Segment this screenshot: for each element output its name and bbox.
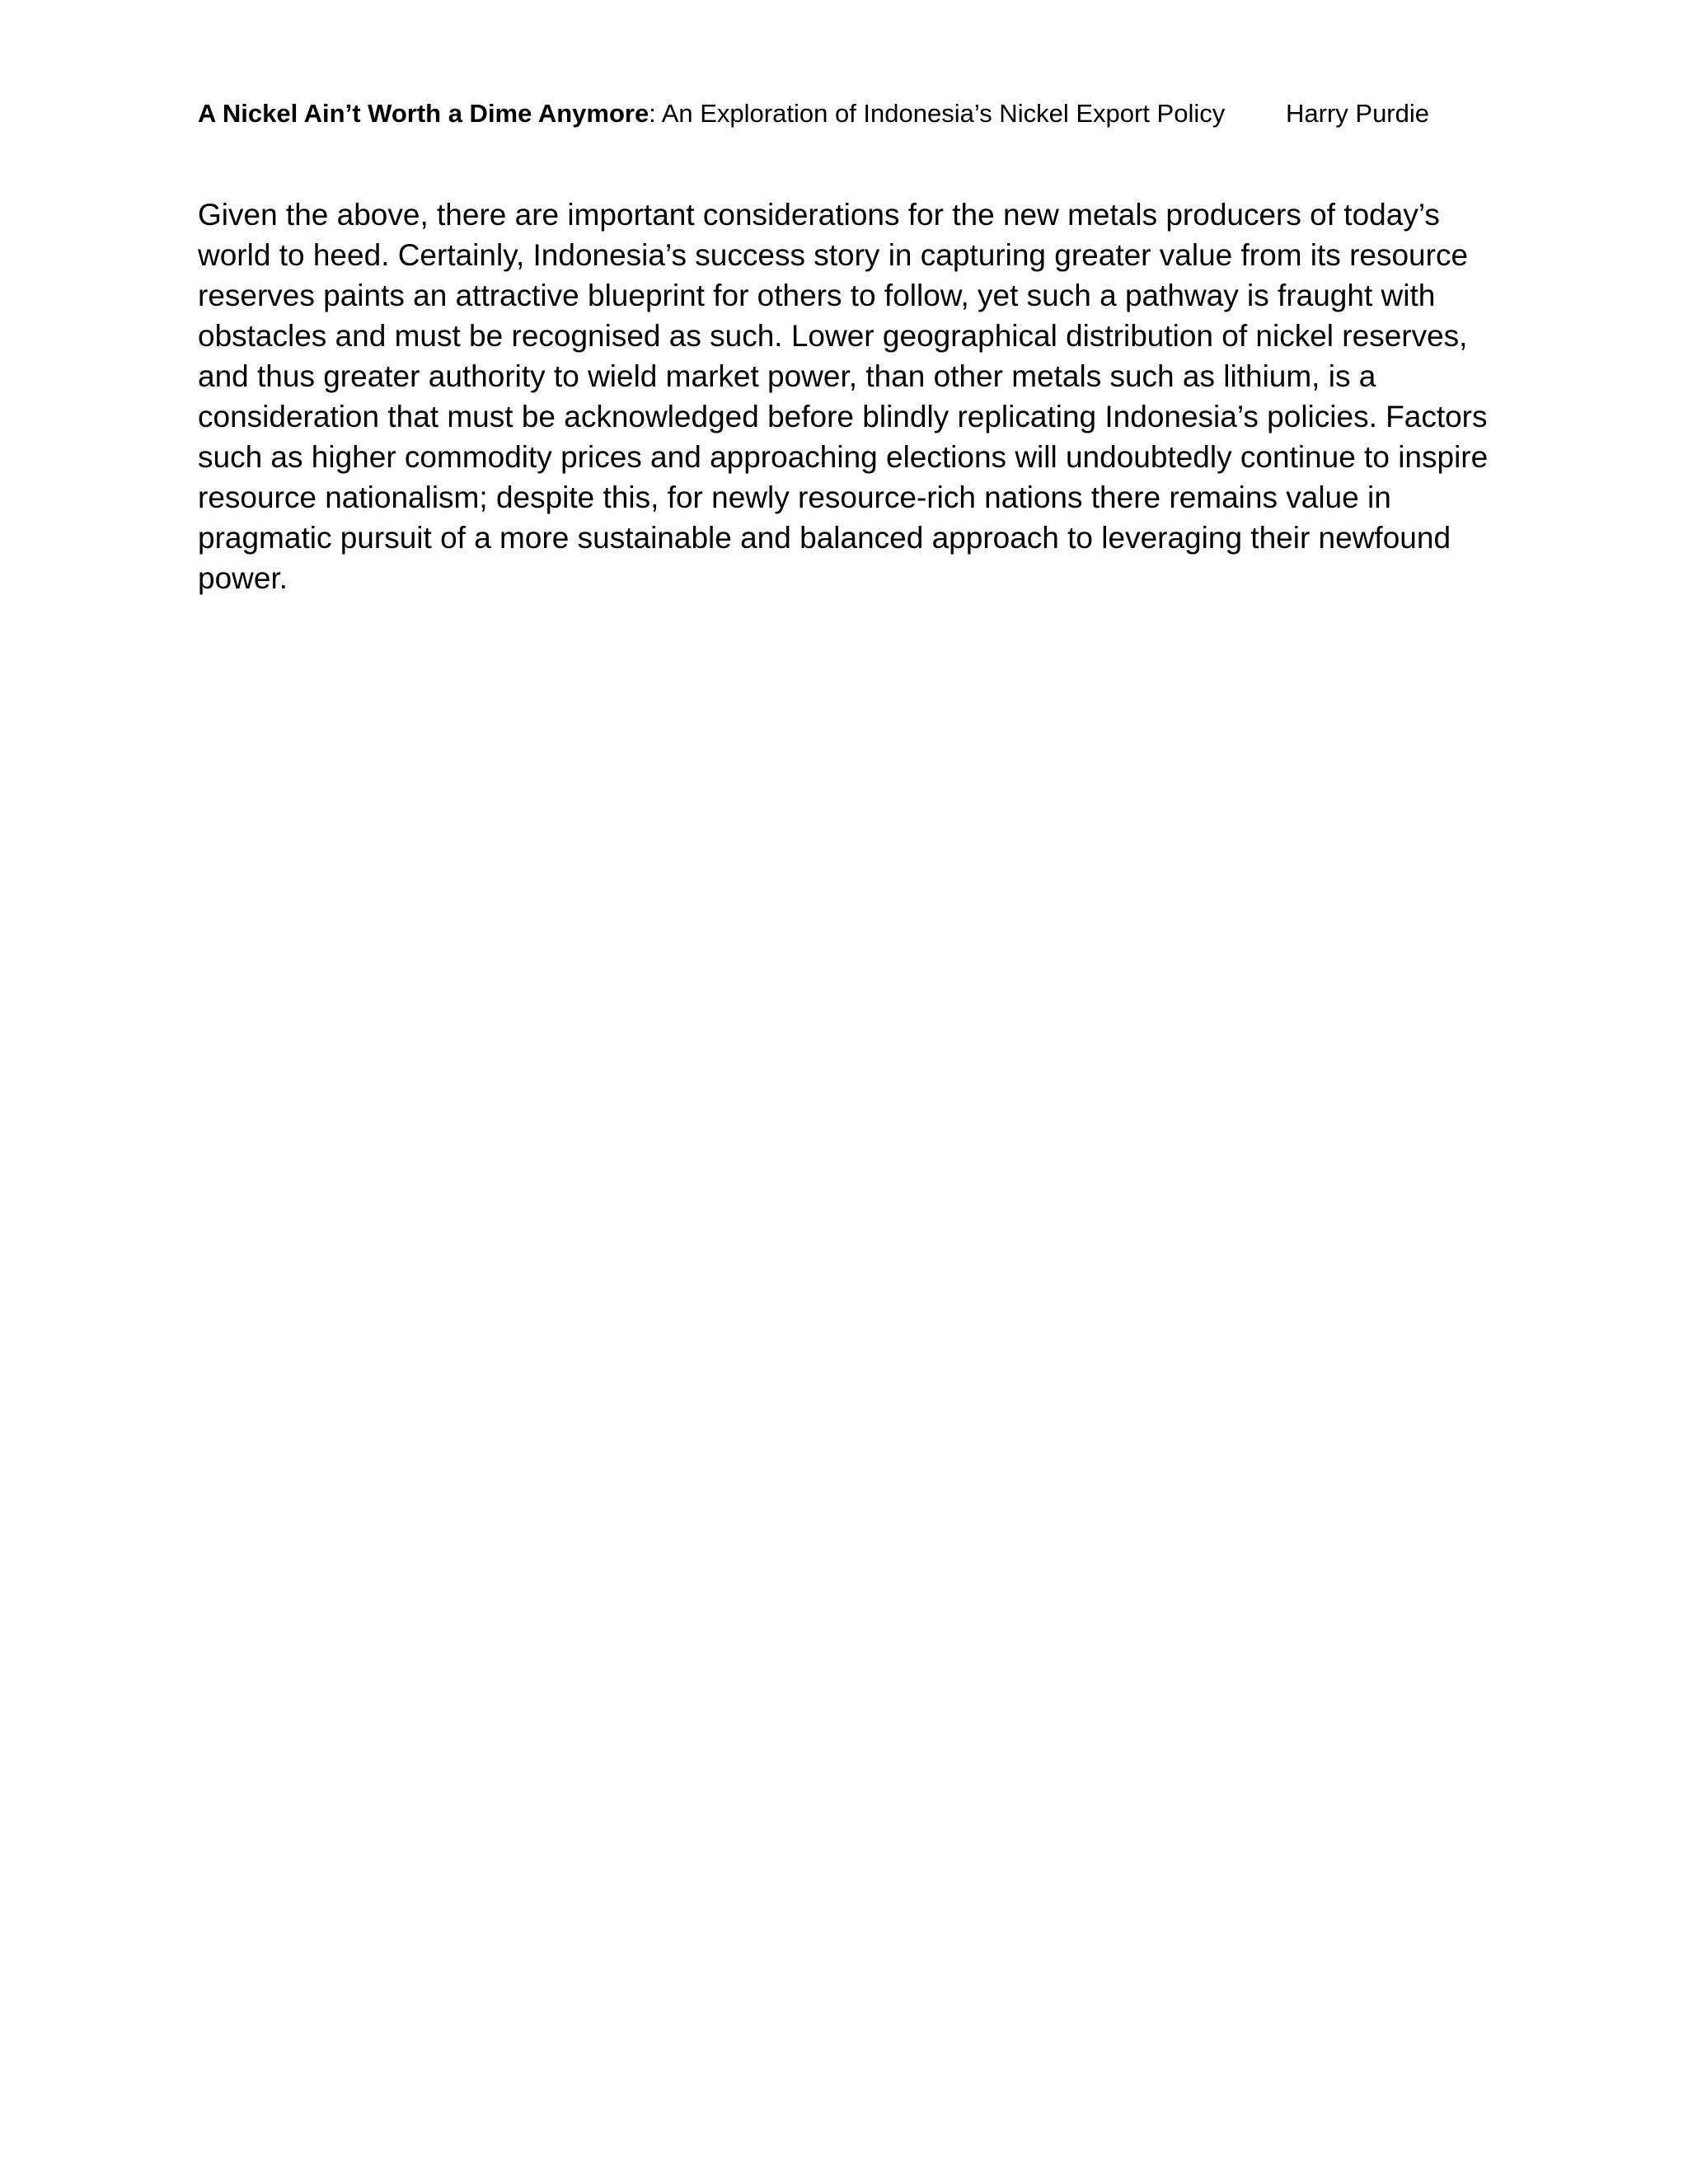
header-title-bold: A Nickel Ain’t Worth a Dime Anymore: [198, 99, 649, 128]
header-author: Harry Purdie: [1286, 99, 1429, 128]
header-title-subtitle: : An Exploration of Indonesia’s Nickel Export Policy: [649, 99, 1226, 128]
body-paragraph: Given the above, there are important considerations for the new metals producers of today’s world to heed. Certainly, Indonesia’s success story in capturing greater value from its resource reserves paints an attractive blueprint for others to follow, yet such a pathway is fraught with obstacles and must be recognised as such. Lower geographical distribution of nickel reserves, and thus greater authority to wield market power, than other metals such as lithium, is a consideration that must be acknowledged before blindly replicating Indonesia’s policies. Factors such as higher commodity prices and approaching elections will undoubtedly continue to inspire resource nationalism; despite this, for newly resource-rich nations there remains value in pragmatic pursuit of a more sustainable and balanced approach to leveraging their newfound power.: [198, 198, 1489, 595]
page-header: [198, 97, 1484, 134]
